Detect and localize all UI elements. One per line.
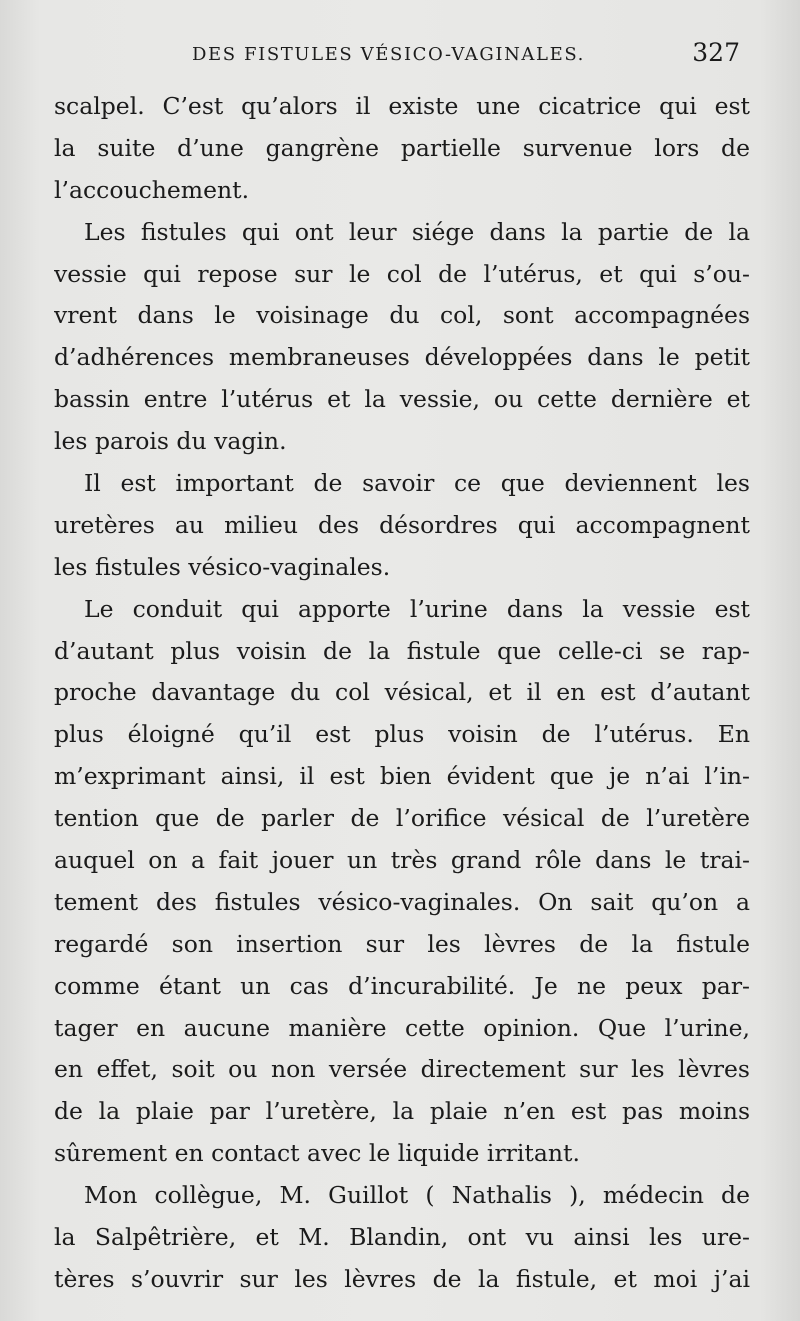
text-line: vessie qui repose sur le col de l’utérus, et qui s’ou-	[54, 259, 750, 288]
text-line: tères s’ouvrir sur les lèvres de la fistule, et moi j’ai	[54, 1264, 750, 1293]
page-number: 327	[692, 38, 740, 67]
text-line: les parois du vagin.	[54, 427, 287, 456]
text-line: auquel on a fait jouer un très grand rôle dans le trai-	[54, 846, 750, 875]
text-line: tager en aucune manière cette opinion. Que l’urine,	[54, 1013, 750, 1042]
text-line: de la plaie par l’uretère, la plaie n’en est pas moins	[54, 1097, 750, 1126]
text-line: sûrement en contact avec le liquide irritant.	[54, 1139, 580, 1168]
text-line: les fistules vésico-vaginales.	[54, 552, 391, 581]
text-line: scalpel. C’est qu’alors il existe une cicatrice qui est	[54, 92, 750, 120]
running-head	[0, 36, 800, 76]
text-line: proche davantage du col vésical, et il en est d’autant	[54, 678, 750, 707]
text-line: Il est important de savoir ce que deviennent les	[84, 469, 750, 498]
text-line: Le conduit qui apporte l’urine dans la vessie est	[84, 594, 750, 623]
text-line: bassin entre l’utérus et la vessie, ou cette dernière et	[54, 385, 750, 414]
text-line: plus éloigné qu’il est plus voisin de l’utérus. En	[54, 720, 750, 749]
text-line: d’autant plus voisin de la fistule que celle-ci se rap-	[54, 636, 750, 665]
text-line: vrent dans le voisinage du col, sont accompagnées	[54, 301, 750, 330]
text-line: la suite d’une gangrène partielle survenue lors de	[54, 133, 750, 162]
text-line: en effet, soit ou non versée directement sur les lèvres	[54, 1055, 750, 1084]
text-line: Les fistules qui ont leur siége dans la partie de la	[84, 217, 750, 246]
text-line: tement des fistules vésico-vaginales. On sait qu’on a	[54, 887, 750, 916]
text-line: uretères au milieu des désordres qui accompagnent	[54, 510, 750, 539]
text-line: regardé son insertion sur les lèvres de la fistule	[54, 929, 750, 958]
text-line: d’adhérences membraneuses développées dans le petit	[54, 343, 750, 372]
text-line: m’exprimant ainsi, il est bien évident que je n’ai l’in-	[54, 762, 750, 791]
text-line: comme étant un cas d’incurabilité. Je ne peux par-	[54, 971, 750, 1000]
text-line: Mon collègue, M. Guillot ( Nathalis ), médecin de	[84, 1181, 750, 1210]
body-text	[54, 86, 750, 1301]
text-line: tention que de parler de l’orifice vésical de l’uretère	[54, 804, 750, 833]
text-line: l’accouchement.	[54, 175, 250, 204]
running-title: DES FISTULES VÉSICO-VAGINALES.	[192, 44, 585, 65]
text-line: la Salpêtrière, et M. Blandin, ont vu ainsi les ure-	[54, 1223, 750, 1252]
